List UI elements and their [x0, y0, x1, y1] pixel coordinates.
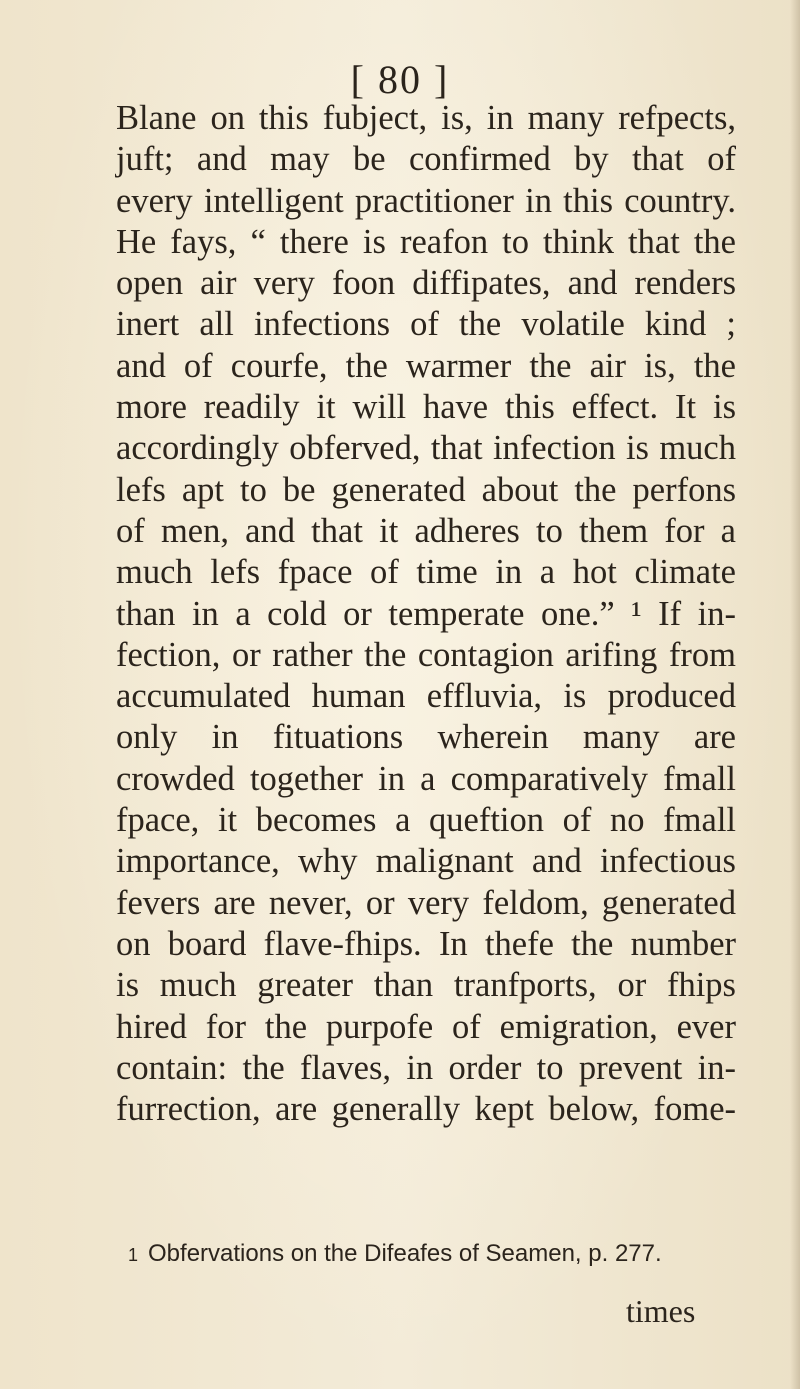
text-line: accumulated human effluvia, is produced — [116, 677, 736, 716]
text-line: lefs apt to be generated about the perfons — [116, 470, 736, 509]
page-number: [ 80 ] — [350, 57, 450, 102]
catchword: times — [626, 1293, 696, 1329]
text-line: He fays, “ there is reafon to think that the — [116, 222, 736, 261]
text-line: hired for the purpofe of emigration, ever — [116, 1007, 736, 1046]
text-line: more readily it will have this effect. It is — [116, 388, 736, 427]
text-line: every intelligent practitioner in this country. — [116, 181, 736, 220]
text-line: fection, or rather the contagion arifing from — [116, 635, 736, 674]
text-line: fpace, it becomes a queftion of no fmall — [116, 801, 736, 840]
text-line: of men, and that it adheres to them for a — [116, 511, 736, 550]
page-edge-shadow — [790, 0, 800, 1389]
text-line: importance, why malignant and infectious — [116, 842, 736, 881]
body-text — [116, 98, 736, 1130]
footnote-mark: 1 — [128, 1245, 139, 1265]
text-line: open air very foon diffipates, and renders — [116, 264, 736, 303]
text-line: Blane on this fubject, is, in many refpects, — [116, 99, 736, 137]
text-line: crowded together in a comparatively fmall — [116, 759, 736, 798]
text-line: furrection, are generally kept below, fome- — [116, 1090, 736, 1129]
text-line: contain: the flaves, in order to prevent in- — [116, 1048, 736, 1087]
text-line: juft; and may be confirmed by that of — [116, 140, 736, 179]
text-line: and of courfe, the warmer the air is, the — [116, 346, 736, 385]
text-line: accordingly obferved, that infection is much — [116, 429, 736, 468]
footnote — [128, 1240, 748, 1268]
text-line: on board flave-fhips. In thefe the number — [116, 924, 736, 963]
text-line: is much greater than tranfports, or fhips — [116, 966, 736, 1005]
text-line: much lefs fpace of time in a hot climate — [116, 553, 736, 592]
text-line: fevers are never, or very feldom, generated — [116, 883, 736, 922]
text-line: only in fituations wherein many are — [116, 718, 736, 757]
footnote-text: Obfervations on the Difeafes of Seamen, p. 277. — [148, 1240, 662, 1267]
text-line: inert all infections of the volatile kind ; — [116, 305, 736, 344]
text-line: than in a cold or temperate one.” ¹ If in- — [116, 594, 736, 633]
